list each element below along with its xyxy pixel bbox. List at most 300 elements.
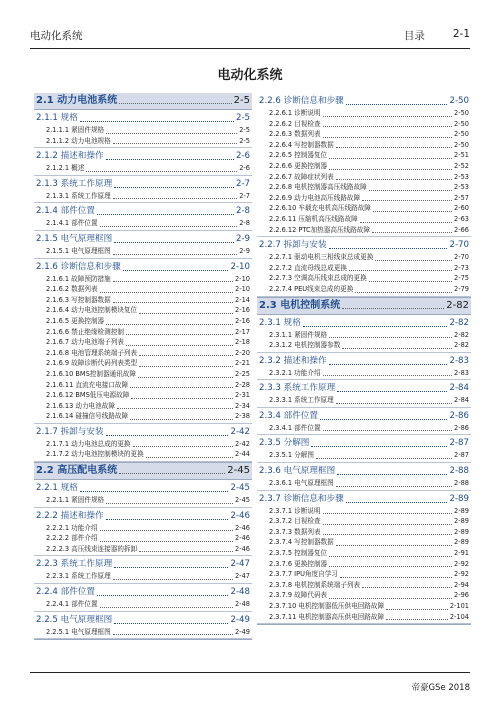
toc-item-entry-title: 2.1.3.1 系统工作原理	[46, 191, 111, 200]
toc-item-entry-page: 2-82	[454, 341, 469, 350]
toc-item-entry-title: 2.1.2.1 概述	[46, 164, 85, 173]
toc-item-entry-page: 2-9	[239, 246, 250, 255]
toc-item-entry-page: 2-47	[235, 572, 250, 581]
toc-subsection-entry-page: 2-6	[235, 151, 250, 162]
toc-item-entry[interactable]	[34, 380, 252, 391]
toc-item-entry[interactable]	[34, 358, 252, 369]
toc-item-entry-page: 2-66	[454, 225, 469, 234]
toc-item-entry-page: 2-48	[235, 600, 250, 609]
toc-chapter-entry[interactable]	[34, 93, 252, 110]
toc-item-entry-page: 2-14	[235, 295, 250, 304]
toc-subsection-entry-page: 2-86	[449, 410, 469, 421]
toc-subsection-entry-title: 2.2.1 规格	[36, 483, 78, 494]
toc-item-entry-title: 2.2.5.1 电气原理框图	[46, 627, 111, 636]
header-right	[404, 28, 470, 43]
toc-item-entry[interactable]	[257, 172, 471, 183]
toc-item-entry[interactable]	[257, 506, 471, 517]
toc-item-entry[interactable]	[257, 612, 471, 623]
toc-item-entry[interactable]	[34, 305, 252, 316]
toc-item-entry[interactable]	[34, 533, 252, 544]
toc-section	[34, 463, 252, 640]
dot-leader	[323, 126, 452, 127]
toc-item-entry-page: 2-63	[454, 214, 469, 223]
toc-item-entry-title: 2.3.7.1 诊断说明	[269, 506, 321, 515]
toc-subsection-entry-page: 2-50	[449, 96, 469, 106]
toc-chapter-entry-title: 2.1 动力电池系统	[36, 95, 118, 106]
dot-leader	[139, 551, 233, 552]
toc-item-entry[interactable]	[34, 411, 252, 422]
toc-item-entry[interactable]	[257, 273, 471, 284]
toc-item-entry-page: 2-50	[454, 130, 469, 139]
page-title: 电动化系统	[217, 68, 283, 83]
dot-leader	[340, 577, 452, 578]
dot-leader	[80, 491, 229, 492]
toc-item-entry-title: 2.2.6.5 控制器复位	[269, 151, 328, 160]
toc-item-entry[interactable]	[257, 161, 471, 172]
toc-subsection-entry-title: 2.1.6 诊断信息和步骤	[36, 261, 121, 272]
toc-subsection-entry-page: 2-8	[235, 206, 250, 217]
dot-leader	[130, 419, 233, 420]
dot-leader	[342, 348, 452, 349]
toc-item-entry-page: 2-31	[235, 391, 250, 400]
toc-item-entry-title: 2.1.6.6 禁止绝缘检测控制	[46, 327, 124, 336]
toc-subsection-entry[interactable]	[34, 205, 252, 218]
toc-item-entry-title: 2.3.6.1 电气原理框图	[269, 479, 334, 488]
toc-item-entry-title: 2.1.4.1 部件位置	[46, 219, 98, 228]
toc-item-entry-title: 2.1.7.2 动力电池控制模块的更换	[46, 450, 144, 459]
dot-leader	[323, 116, 452, 117]
toc-subsection-entry-page: 2-87	[449, 438, 469, 449]
toc-item-entry-title: 2.3.7.4 写控制器数据	[269, 538, 334, 547]
toc-subsection-entry[interactable]	[34, 558, 252, 571]
toc-chapter-entry[interactable]	[34, 463, 252, 480]
toc-item-entry-title: 2.2.7.3 空调高压线束总成的更换	[269, 274, 367, 283]
toc-item-entry-title: 2.2.3.1 系统工作原理	[46, 572, 111, 581]
toc-subsection-entry-title: 2.2.2 描述和操作	[36, 510, 104, 521]
dot-leader	[337, 474, 447, 475]
header-rule	[30, 48, 470, 49]
dot-leader	[362, 587, 452, 588]
dot-leader	[303, 326, 448, 327]
toc-item-entry[interactable]	[257, 527, 471, 538]
toc-item-entry-page: 2-89	[454, 538, 469, 547]
dot-leader	[311, 446, 447, 447]
dot-leader	[100, 226, 238, 227]
dot-leader	[119, 473, 225, 474]
dot-leader	[113, 302, 233, 303]
toc-item-entry[interactable]	[34, 449, 252, 460]
dot-leader	[355, 292, 452, 293]
toc-item-entry-page: 2-10	[235, 285, 250, 294]
toc-item-entry[interactable]	[257, 580, 471, 591]
toc-subsection-entry[interactable]	[34, 426, 252, 439]
toc-chapter-entry-page: 2-45	[227, 465, 250, 477]
toc-subsection-entry-page: 2-45	[230, 483, 250, 494]
toc-item-entry[interactable]	[257, 450, 471, 461]
toc-subsection-group	[34, 482, 252, 508]
toc-item-entry[interactable]	[257, 203, 471, 214]
toc-item-entry-title: 2.1.6.7 动力电池端子列表	[46, 338, 124, 347]
toc-subsection-group	[257, 317, 471, 353]
toc-item-entry-title: 2.3.7.10 电机控制器低压供电回路故障	[269, 602, 385, 610]
toc-item-entry[interactable]	[34, 316, 252, 327]
toc-subsection-group	[257, 355, 471, 381]
toc-item-entry-page: 2-89	[454, 527, 469, 536]
toc-item-entry[interactable]	[257, 559, 471, 570]
toc-item-entry[interactable]	[257, 368, 471, 379]
toc-item-entry-title: 2.2.6.2 目视检查	[269, 119, 321, 128]
toc-item-entry[interactable]	[257, 284, 471, 295]
dot-leader	[114, 567, 228, 568]
toc-item-entry-title: 2.1.6.2 数据列表	[46, 285, 98, 294]
toc-item-entry[interactable]	[257, 182, 471, 193]
dot-leader	[336, 486, 452, 487]
toc-item-entry-page: 2-45	[235, 496, 250, 505]
toc-item-entry-title: 2.1.6.4 动力电池控制模块复位	[46, 306, 138, 315]
toc-item-entry-title: 2.2.6.9 动力电池高压线路故障	[269, 193, 361, 202]
dot-leader	[113, 634, 233, 635]
toc-item-entry-title: 2.2.7.1 驱动电机三相线束总成更换	[269, 253, 374, 262]
toc-item-entry[interactable]	[257, 516, 471, 527]
toc-item-entry[interactable]	[34, 523, 252, 534]
toc-item-entry[interactable]	[257, 140, 471, 151]
toc-chapter-entry[interactable]	[257, 298, 471, 315]
dot-leader	[106, 503, 233, 504]
toc-item-entry-page: 2-46	[235, 544, 250, 553]
toc-item-entry[interactable]	[257, 601, 471, 612]
toc-item-entry-page: 2-104	[449, 612, 469, 621]
toc-subsection-group	[34, 112, 252, 148]
toc-subsection-entry-title: 2.1.1 规格	[36, 113, 78, 123]
dot-leader	[100, 530, 233, 531]
toc-item-entry-title: 2.2.6.11 压缩机高压线路故障	[269, 214, 358, 223]
toc-item-entry[interactable]	[257, 340, 471, 351]
toc-subsection-entry[interactable]	[257, 437, 471, 450]
toc-item-entry[interactable]	[257, 478, 471, 489]
toc-item-entry-title: 2.3.7.8 电机控制系统端子列表	[269, 580, 361, 589]
toc-item-entry-title: 2.3.1.2 电机控制器参数	[269, 341, 341, 350]
toc-item-entry-title: 2.1.6.14 碰撞信号线路故障	[46, 412, 129, 421]
toc-subsection-entry-title: 2.1.7 拆卸与安装	[36, 426, 104, 437]
toc-subsection-entry-page: 2-7	[235, 178, 250, 189]
toc-item-entry-page: 2-84	[454, 396, 469, 405]
dot-leader	[100, 292, 233, 293]
toc-subsection-entry-page: 2-48	[230, 587, 250, 598]
toc-item-entry-title: 2.1.7.1 动力电池总成的更换	[46, 439, 131, 448]
toc-section	[257, 95, 471, 298]
dot-leader	[114, 623, 228, 624]
toc-subsection-entry-page: 2-9	[235, 233, 250, 244]
toc-item-entry-page: 2-50	[454, 109, 469, 117]
toc-subsection-entry[interactable]	[257, 493, 471, 506]
toc-item-entry[interactable]	[34, 136, 252, 147]
toc-subsection-entry-page: 2-49	[230, 614, 250, 625]
toc-chapter-entry-page: 2-82	[446, 299, 469, 311]
toc-item-entry-page: 2-73	[454, 263, 469, 272]
toc-item-entry-title: 2.1.5.1 电气原理框图	[46, 246, 111, 255]
toc-item-entry[interactable]	[34, 369, 252, 380]
toc-subsection-entry-page: 2-42	[230, 426, 250, 437]
toc-subsection-entry[interactable]	[34, 233, 252, 246]
toc-subsection-group	[257, 437, 471, 463]
toc-item-entry-page: 2-94	[454, 580, 469, 589]
toc-item-entry-page: 2-38	[235, 412, 250, 421]
toc-item-entry[interactable]	[34, 627, 252, 638]
toc-item-entry-page: 2-44	[235, 450, 250, 459]
toc-subsection-entry[interactable]	[34, 150, 252, 163]
toc-item-entry[interactable]	[257, 150, 471, 161]
toc-subsection-group	[34, 614, 252, 640]
toc-item-entry-title: 2.1.1.2 动力电池规格	[46, 136, 111, 145]
toc-item-entry[interactable]	[34, 284, 252, 295]
toc-item-entry-page: 2-42	[235, 439, 250, 448]
toc-right-column	[257, 93, 471, 625]
toc-item-entry[interactable]	[257, 330, 471, 341]
toc-item-entry-title: 2.1.6.5 更换控制器	[46, 316, 105, 325]
toc-subsection-entry-title: 2.3.1 规格	[259, 317, 301, 328]
toc-subsection-entry-page: 2-89	[449, 493, 469, 504]
toc-subsection-entry-title: 2.3.2 描述和操作	[259, 355, 327, 366]
toc-item-entry[interactable]	[257, 214, 471, 225]
toc-subsection-entry[interactable]	[34, 261, 252, 274]
toc-item-entry[interactable]	[34, 327, 252, 338]
dot-leader	[349, 270, 452, 271]
dot-leader	[372, 232, 452, 233]
toc-item-entry-page: 2-5	[239, 136, 250, 145]
toc-item-entry-title: 2.3.7.11 电机控制器高压供电回路故障	[269, 612, 385, 621]
toc-subsection-entry-title: 2.1.4 部件位置	[36, 206, 95, 217]
toc-item-entry[interactable]	[34, 390, 252, 401]
dot-leader	[323, 534, 452, 535]
footer-model-year: 帝豪GSe 2018	[411, 683, 470, 693]
toc-item-entry[interactable]	[257, 129, 471, 140]
toc-left-column	[34, 93, 252, 640]
toc-chapter-entry-page: 2-5	[233, 95, 250, 106]
dot-leader	[336, 147, 452, 148]
toc-item-entry-page: 2-87	[454, 451, 469, 460]
dot-leader	[346, 502, 448, 503]
dot-leader	[113, 143, 237, 144]
toc-item-entry-page: 2-51	[454, 151, 469, 160]
toc-section	[257, 298, 471, 626]
dot-leader	[320, 419, 448, 420]
toc-item-entry-title: 2.3.7.2 目视检查	[269, 517, 321, 526]
dot-leader	[106, 519, 229, 520]
toc-item-entry-page: 2-5	[239, 126, 250, 134]
header-chapter-title: 电动化系统	[30, 29, 83, 42]
dot-leader	[316, 458, 452, 459]
toc-item-entry[interactable]	[257, 537, 471, 548]
toc-item-entry[interactable]	[257, 423, 471, 434]
toc-item-entry[interactable]	[257, 569, 471, 580]
toc-subsection-group	[34, 178, 252, 204]
dot-leader	[323, 375, 452, 376]
toc-item-entry-page: 2-92	[454, 559, 469, 568]
toc-item-entry-title: 2.3.7.5 控制器复位	[269, 549, 328, 558]
toc-item-entry[interactable]	[34, 163, 252, 174]
dot-leader	[146, 457, 233, 458]
toc-subsection-group	[34, 510, 252, 557]
toc-item-entry[interactable]	[257, 252, 471, 263]
toc-subsection-entry-title: 2.2.5 电气原理框图	[36, 614, 113, 625]
toc-subsection-group	[257, 493, 471, 625]
toc-subsection-entry[interactable]	[34, 586, 252, 599]
toc-subsection-group	[257, 410, 471, 436]
dot-leader	[114, 187, 234, 188]
dot-leader	[131, 398, 233, 399]
toc-item-entry[interactable]	[257, 590, 471, 601]
toc-subsection-entry-page: 2-46	[230, 510, 250, 521]
toc-item-entry-page: 2-101	[449, 602, 469, 610]
toc-item-entry-title: 2.1.6.11 直流充电接口故障	[46, 380, 129, 389]
dot-leader	[329, 337, 452, 338]
toc-subsection-group	[257, 95, 471, 237]
toc-subsection-entry[interactable]	[257, 355, 471, 368]
toc-item-entry-title: 2.1.6.8 电池管理系统端子列表	[46, 348, 138, 357]
toc-item-entry-title: 2.2.4.1 部件位置	[46, 600, 98, 609]
toc-item-entry-page: 2-8	[239, 219, 250, 228]
toc-item-entry[interactable]	[34, 246, 252, 257]
toc-item-entry-title: 2.1.6.3 写控制器数据	[46, 295, 111, 304]
toc-item-entry[interactable]	[257, 119, 471, 130]
toc-item-entry[interactable]	[34, 295, 252, 306]
toc-chapter-entry-title: 2.2 高压配电系统	[36, 465, 118, 477]
toc-item-entry-page: 2-46	[235, 523, 250, 532]
dot-leader	[106, 133, 237, 134]
toc-item-entry-title: 2.2.2.1 功能介绍	[46, 523, 98, 532]
dot-leader	[130, 387, 233, 388]
toc-item-entry-page: 2-89	[454, 517, 469, 526]
dot-leader	[336, 545, 452, 546]
toc-item-entry-page: 2-88	[454, 479, 469, 488]
toc-subsection-entry[interactable]	[257, 317, 471, 330]
toc-subsection-entry[interactable]	[257, 410, 471, 423]
toc-item-entry[interactable]	[34, 191, 252, 202]
toc-item-entry[interactable]	[257, 225, 471, 236]
dot-leader	[346, 104, 448, 105]
toc-item-entry-title: 2.1.6.9 故障诊断代码列表类型	[46, 359, 138, 368]
toc-subsection-entry-page: 2-5	[235, 113, 250, 123]
dot-leader	[336, 179, 452, 180]
dot-leader	[329, 248, 448, 249]
toc-subsection-group	[34, 205, 252, 231]
toc-item-entry-page: 2-92	[454, 570, 469, 579]
dot-leader	[126, 345, 233, 346]
toc-subsection-entry-title: 2.3.5 分解图	[259, 438, 310, 449]
dot-leader	[114, 242, 234, 243]
toc-item-entry[interactable]	[34, 571, 252, 582]
toc-subsection-entry[interactable]	[257, 465, 471, 478]
toc-item-entry[interactable]	[34, 495, 252, 506]
toc-item-entry-page: 2-79	[454, 284, 469, 293]
toc-item-entry-page: 2-70	[454, 253, 469, 262]
toc-subsection-entry[interactable]	[34, 112, 252, 125]
dot-leader	[100, 607, 233, 608]
toc-item-entry-title: 2.3.5.1 分解图	[269, 451, 314, 460]
dot-leader	[139, 366, 233, 367]
toc-item-entry-title: 2.3.7.6 更换控制器	[269, 559, 328, 568]
toc-item-entry-title: 2.3.7.7 IPU角度自学习	[269, 570, 338, 579]
toc-item-entry-page: 2-53	[454, 183, 469, 192]
toc-subsection-entry[interactable]	[34, 178, 252, 191]
toc-subsection-entry-page: 2-83	[449, 355, 469, 366]
dot-leader	[362, 200, 452, 201]
toc-subsection-entry-title: 2.1.2 描述和操作	[36, 151, 104, 162]
dot-leader	[97, 595, 229, 596]
toc-subsection-entry[interactable]	[257, 95, 471, 108]
toc-chapter-entry-title: 2.3 电机控制系统	[259, 299, 341, 311]
toc-item-entry-title: 2.3.1.1 紧固件规格	[269, 330, 328, 339]
toc-item-entry[interactable]	[34, 599, 252, 610]
toc-item-entry-page: 2-6	[239, 164, 250, 173]
toc-subsection-group	[34, 233, 252, 259]
toc-subsection-entry[interactable]	[257, 382, 471, 395]
toc-item-entry-page: 2-57	[454, 193, 469, 202]
toc-item-entry[interactable]	[34, 544, 252, 555]
toc-subsection-entry-title: 2.2.6 诊断信息和步骤	[259, 96, 344, 106]
toc-subsection-entry[interactable]	[34, 510, 252, 523]
toc-subsection-entry[interactable]	[257, 239, 471, 252]
toc-item-entry[interactable]	[34, 218, 252, 229]
toc-item-entry[interactable]	[34, 337, 252, 348]
toc-subsection-entry-page: 2-47	[230, 559, 250, 570]
dot-leader	[100, 541, 233, 542]
toc-item-entry-title: 2.3.2.1 功能介绍	[269, 368, 321, 377]
dot-leader	[80, 121, 234, 122]
dot-leader	[337, 391, 447, 392]
toc-item-entry-page: 2-91	[454, 549, 469, 558]
toc-item-entry-title: 2.1.1.1 紧固件规格	[46, 126, 105, 134]
toc-item-entry-page: 2-10	[235, 274, 250, 283]
toc-item-entry[interactable]	[34, 439, 252, 450]
dot-leader	[117, 408, 233, 409]
dot-leader	[123, 270, 229, 271]
toc-subsection-entry-title: 2.3.7 诊断信息和步骤	[259, 493, 344, 504]
toc-item-entry-title: 2.1.6.10 BMS控制器通讯故障	[46, 369, 136, 378]
toc-item-entry[interactable]	[257, 548, 471, 559]
toc-item-entry[interactable]	[34, 125, 252, 136]
toc-item-entry-title: 2.2.6.4 写控制器数据	[269, 140, 334, 149]
toc-item-entry[interactable]	[257, 395, 471, 406]
toc-item-entry-title: 2.1.6.13 动力电池故障	[46, 401, 115, 410]
toc-item-entry[interactable]	[34, 274, 252, 285]
dot-leader	[342, 308, 444, 309]
toc-item-entry-title: 2.2.1.1 紧固件规格	[46, 496, 105, 505]
dot-leader	[113, 579, 233, 580]
toc-item-entry[interactable]	[34, 348, 252, 359]
toc-item-entry[interactable]	[257, 263, 471, 274]
dot-leader	[113, 254, 237, 255]
toc-item-entry-page: 2-89	[454, 506, 469, 515]
dot-leader	[133, 446, 234, 447]
toc-subsection-entry[interactable]	[34, 482, 252, 495]
dot-leader	[329, 364, 448, 365]
toc-item-entry-page: 2-28	[235, 380, 250, 389]
toc-subsection-entry-title: 2.2.4 部件位置	[36, 587, 95, 598]
toc-item-entry[interactable]	[257, 108, 471, 119]
dot-leader	[329, 169, 452, 170]
toc-item-entry[interactable]	[257, 193, 471, 204]
toc-item-entry[interactable]	[34, 401, 252, 412]
toc-subsection-entry[interactable]	[34, 614, 252, 627]
toc-item-entry-page: 2-75	[454, 274, 469, 283]
toc-subsection-entry-title: 2.1.3 系统工作原理	[36, 178, 113, 189]
toc-item-entry-title: 2.2.6.12 PTC加热器高压线路故障	[269, 225, 370, 234]
footer-rule	[30, 672, 470, 673]
toc-item-entry-page: 2-7	[239, 191, 250, 200]
header-section: 目录	[403, 29, 425, 42]
dot-leader	[336, 403, 452, 404]
